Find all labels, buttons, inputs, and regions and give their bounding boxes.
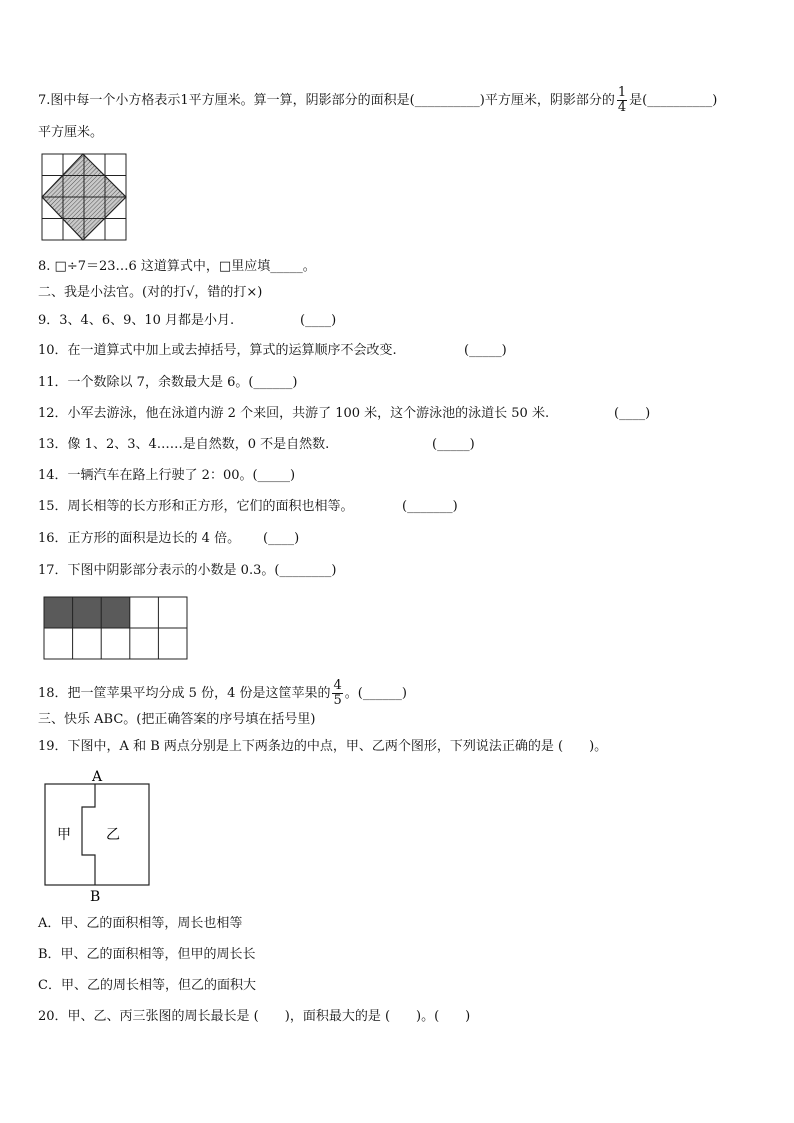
q7-text-a: 7.图中每一个小方格表示1平方厘米。算一算，阴影部分的面积是( [38,93,415,108]
q18-fraction [332,679,342,708]
q10-answer[interactable]: (_____) [464,343,507,358]
q19-dividing-line [82,784,95,885]
q19-option-b[interactable]: B．甲、乙的面积相等，但甲的周长长 [38,947,256,962]
q12-answer[interactable]: (____) [614,406,651,421]
q7-text-b: )平方厘米，阴影部分的 [479,93,615,108]
q16-line: 16．正方形的面积是边长的 4 倍。 [38,531,241,546]
q7-text-c: 是( [629,93,648,108]
q15-line: 15．周长相等的长方形和正方形，它们的面积也相等。 [38,499,354,514]
q17-line: 17．下图中阴影部分表示的小数是 0.3。(________) [38,563,337,578]
q14-line: 14．一辆汽车在路上行驶了 2：00。(_____) [38,468,296,483]
q10-line: 10．在一道算式中加上或去掉括号，算式的运算顺序不会改变. [38,343,397,358]
section2-title: 二、我是小法官。(对的打√，错的打×) [38,285,263,300]
q19-option-c[interactable]: C．甲、乙的周长相等，但乙的面积大 [38,978,256,993]
q19-label-b: B [90,889,101,904]
q16-answer[interactable]: (____) [263,531,300,546]
q18-line [38,679,407,708]
q11-line: 11．一个数除以 7，余数最大是 6。(______) [38,375,298,390]
q17-grid-figure [42,595,190,661]
q19-label-a: A [92,769,103,785]
q7-text-d: ) [712,93,718,108]
q18-fraction-denominator: 5 [333,693,342,708]
q20-line: 20．甲、乙、丙三张图的周长最长是 ( )，面积最大的是 ( )。( ) [38,1009,471,1024]
q7-blank-2[interactable]: __________ [647,93,713,108]
q7-line-2: 平方厘米。 [38,125,104,140]
q12-line: 12．小军去游泳，他在泳道内游 2 个来回，共游了 100 米，这个游泳池的泳道长 50 米. [38,406,550,421]
q18-fraction-numerator: 4 [333,678,342,693]
q7-fraction [617,86,627,115]
q9-text: 9．3、4、6、9、10 月都是小月. [38,313,235,328]
q7-fraction-numerator: 1 [617,85,627,100]
q13-answer[interactable]: (_____) [432,437,475,452]
q7-grid-figure [40,152,130,244]
q19-label-yi: 乙 [106,827,120,843]
q17-shaded-cell-1 [44,597,73,628]
q17-shaded-cell-2 [73,597,102,628]
q7-line-1 [38,86,717,115]
q19-figure [40,766,155,904]
q9-answer[interactable]: (____) [300,313,337,328]
q7-fraction-denominator: 4 [617,100,627,115]
q9-line [38,312,234,330]
section3-title: 三、快乐 ABC。(把正确答案的序号填在括号里) [38,712,316,727]
q19-option-a[interactable]: A．甲、乙的面积相等，周长也相等 [38,916,243,931]
q18-text-b: 。(______) [344,686,407,701]
q18-text-a: 18．把一筐苹果平均分成 5 份，4 份是这筐苹果的 [38,686,331,701]
q7-blank-1[interactable]: __________ [414,93,480,108]
q13-line: 13．像 1、2、3、4……是自然数，0 不是自然数. [38,437,330,452]
q8-line: 8. □÷7＝23…6 这道算式中，□里应填_____。 [38,259,316,274]
q15-answer[interactable]: (_______) [402,499,458,514]
q19-line: 19．下图中，A 和 B 两点分别是上下两条边的中点，甲、乙两个图形，下列说法正确的是 ( )。 [38,739,608,754]
q17-shaded-cell-3 [101,597,130,628]
q19-label-jia: 甲 [57,827,71,843]
